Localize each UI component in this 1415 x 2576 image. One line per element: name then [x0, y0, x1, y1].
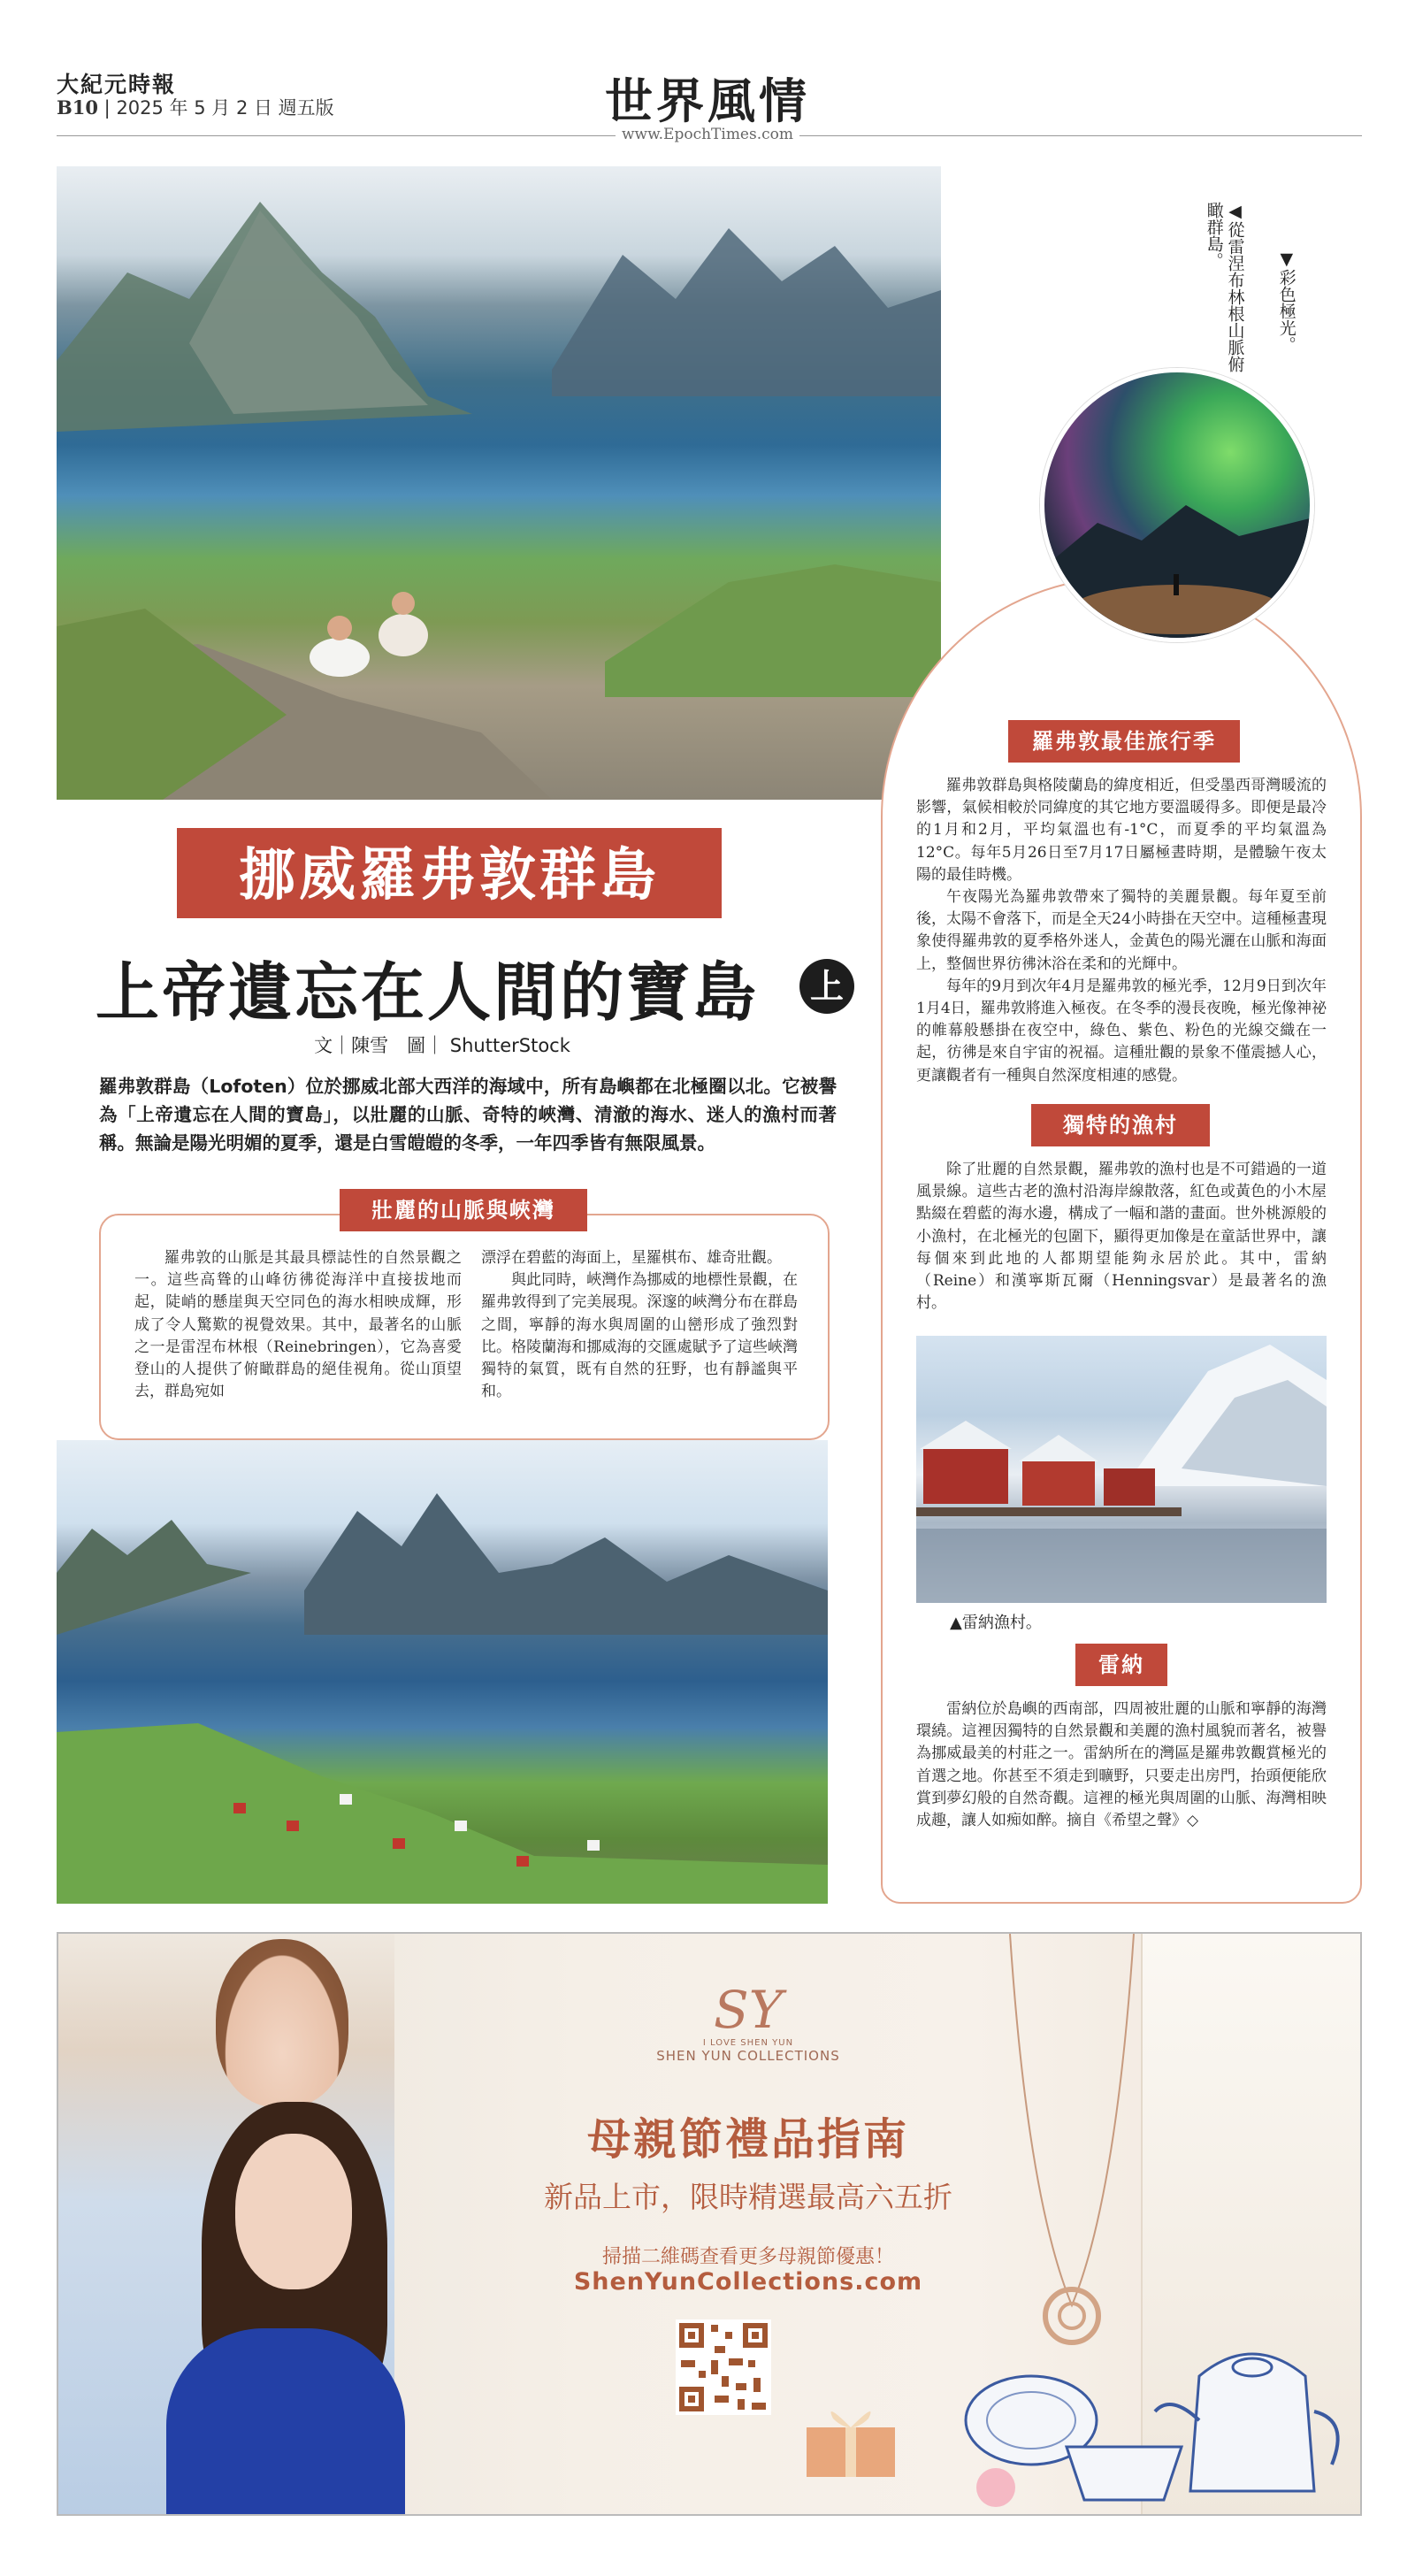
ad-logo-tagline: I LOVE SHEN YUN [702, 2038, 794, 2048]
mountains-paragraph: 與此同時，峽灣作為挪威的地標性景觀，在羅弗敦得到了完美展現。深邃的峽灣分布在群島之間，寧靜的海水與周圍的山巒形成了強烈對比。格陵蘭海和挪威海的交匯處賦予了這些峽灣獨特的氣質，既有自然的狂野，也有靜謐與平和。 [481, 1271, 798, 1401]
heading-fishing-villages: 獨特的漁村 [1031, 1104, 1210, 1146]
qr-code-icon[interactable] [676, 2319, 771, 2415]
article-subtitle: 上帝遺忘在人間的寶島 [96, 954, 760, 1030]
villages-body [916, 1159, 1327, 1315]
hero-caption-vertical: ◀從雷涅布林根山脈俯瞰群島。 [1204, 202, 1245, 372]
ad-logo-name: SHEN YUN COLLECTIONS [656, 2048, 840, 2064]
hero-photo-illustration [57, 166, 941, 800]
ad-logo [624, 1982, 872, 2064]
ad-man-face [216, 1939, 348, 2107]
ad-model-woman [166, 2091, 405, 2516]
ad-headline: 母親節禮品指南 [586, 2114, 909, 2165]
article-title: 挪威羅弗敦群島 [239, 843, 660, 908]
gift-box-graphic [798, 2392, 904, 2480]
heading-best-season: 羅弗敦最佳旅行季 [1008, 720, 1240, 763]
season-paragraph: 每年的9月到次年4月是羅弗敦的極光季，12月9日到次年1月4日，羅弗敦將進入極夜。在冬季的漫長夜晚，極光像神祕的帷幕般懸掛在夜空中，綠色、紫色、粉色的光線交織在一起，彷彿是來自宇宙的祝福。這種壯觀的景象不僅震撼人心，更讓觀者有一種與自然深度相連的感覺。 [916, 977, 1327, 1085]
reine-photo-caption: ▲雷納漁村。 [950, 1614, 1042, 1632]
village-aerial-photo [57, 1440, 828, 1904]
reine-body [916, 1698, 1327, 1832]
shen-yun-logo-mark: SY [713, 1980, 784, 2040]
qr-code-graphic [676, 2319, 771, 2415]
byline: 文｜陳雪 圖｜ ShutterStock [314, 1035, 570, 1056]
issue-date: 2025 年 5 月 2 日 週五版 [116, 97, 334, 119]
reine-paragraph: 雷納位於島嶼的西南部，四周被壯麗的山脈和寧靜的海灣環繞。這裡因獨特的自然景觀和美麗的漁村風貌而著名，被譽為挪威最美的村莊之一。雷納所在的灣區是羅弗敦觀賞極光的首選之地。你甚至不須走到曠野，只要走出房門，抬頭便能欣賞到夢幻般的自然奇觀。這裡的極光與周圍的山脈、海灣相映成趣，讓人如痴如醉。摘自《希望之聲》◇ [916, 1700, 1327, 1830]
aurora-caption-vertical: ▼彩色極光。 [1276, 249, 1296, 353]
mountains-column-1 [134, 1247, 462, 1403]
necklace-graphic [992, 1934, 1151, 2376]
villages-paragraph: 除了壯麗的自然景觀，羅弗敦的漁村也是不可錯過的一道風景線。這些古老的漁村沿海岸線散落，紅色或黃色的小木屋點綴在碧藍的海水邊，構成了一幅和諧的畫面。世外桃源般的小漁村，在北極光的包圍下，顯得更加像是在童話世界中，讓每個來到此地的人都期望能夠永居於此。其中，雷納（Reine）和漢寧斯瓦爾（Henningsvar）是最著名的漁村。 [916, 1161, 1327, 1313]
mountains-paragraph-continued: 漂浮在碧藍的海面上，星羅棋布、雄奇壯觀。 [481, 1249, 782, 1267]
part-badge: 上 [799, 959, 854, 1014]
aurora-illustration [1044, 372, 1310, 638]
advertisement-shen-yun-collections[interactable] [57, 1932, 1362, 2516]
section-title: 世界風情 [605, 73, 810, 129]
gift-box-icon [798, 2392, 904, 2480]
teaset-graphic [934, 2314, 1362, 2516]
mountains-column-2 [481, 1247, 798, 1403]
season-paragraph: 午夜陽光為羅弗敦帶來了獨特的美麗景觀。每年夏至前後，太陽不會落下，而是全天24小時掛在天空中。這種極晝現象使得羅弗敦的夏季格外迷人，金黃色的陽光灑在山脈和海面上，整個世界彷彿沐浴在柔和的光輝中。 [916, 888, 1327, 973]
header-url[interactable]: www.EpochTimes.com [622, 126, 793, 143]
village-photo-illustration [57, 1440, 828, 1904]
hero-photo-lofoten-viewpoint [57, 166, 941, 800]
heading-reine: 雷納 [1075, 1644, 1167, 1686]
teaset-icon [934, 2314, 1362, 2516]
ad-scan-instruction: 掃描二維碼查看更多母親節優惠！ [601, 2246, 894, 2268]
ad-woman-face [235, 2134, 352, 2289]
reine-photo-illustration [916, 1336, 1327, 1603]
page-number: B10 [57, 96, 98, 119]
necklace-icon [992, 1934, 1151, 2376]
season-paragraph: 羅弗敦群島與格陵蘭島的緯度相近，但受墨西哥灣暖流的影響，氣候相較於同緯度的其它地方要溫暖得多。即便是最冷的1月和2月，平均氣溫也有-1°C，而夏季的平均氣溫為12°C。每年5月26日至7月17日屬極晝時期，是體驗午夜太陽的最佳時機。 [916, 777, 1327, 884]
ad-subhead: 新品上市，限時精選最高六五折 [544, 2180, 952, 2214]
mountains-paragraph: 羅弗敦的山脈是其最具標誌性的自然景觀之一。這些高聳的山峰彷彿從海洋中直接拔地而起，陡峭的懸崖與天空同色的海水相映成輝，形成了令人驚歎的視覺效果。其中，最著名的山脈之一是雷涅布林根（Reinebringen），它為喜愛登山的人提供了俯瞰群島的絕佳視角。從山頂望去，群島宛如 [134, 1249, 462, 1401]
ad-website-link[interactable]: ShenYunCollections.com [573, 2268, 923, 2296]
page-separator: | [103, 97, 111, 119]
masthead-logo: 大紀元時報 [57, 72, 177, 97]
heading-mountains-fjords: 壯麗的山脈與峽灣 [340, 1189, 587, 1231]
ad-woman-dress [166, 2328, 405, 2516]
lead-paragraph: 羅弗敦群島（Lofoten）位於挪威北部大西洋的海域中，所有島嶼都在北極圈以北。它被譽為「上帝遺忘在人間的寶島」，以壯麗的山脈、奇特的峽灣、清澈的海水、迷人的漁村而著稱。無論是陽光明媚的夏季，還是白雪皚皚的冬季，一年四季皆有無限風景。 [99, 1076, 837, 1154]
aurora-photo [1040, 368, 1314, 642]
reine-village-photo [916, 1336, 1327, 1603]
season-body [916, 775, 1327, 1087]
